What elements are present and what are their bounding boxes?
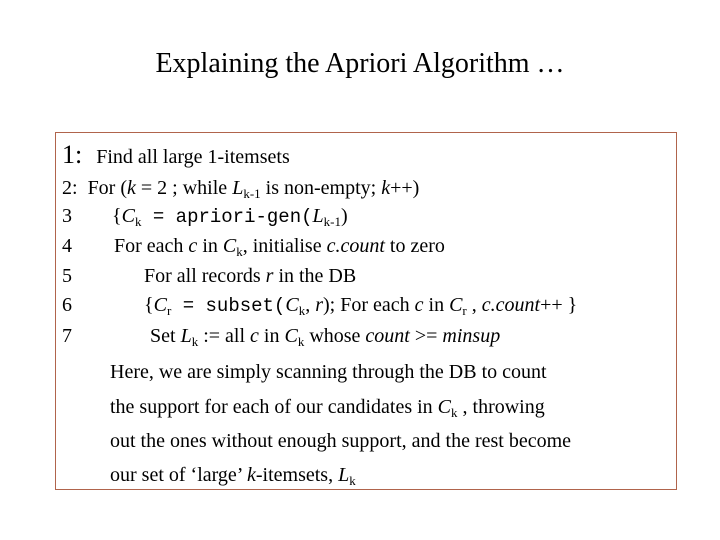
step-number: 5 xyxy=(62,265,72,287)
explanation-line-1: Here, we are simply scanning through the DB to count xyxy=(110,361,547,383)
step-text: in xyxy=(423,294,450,316)
var-count: c.count xyxy=(326,235,385,257)
subscript: k xyxy=(298,303,306,318)
step-number: 4 xyxy=(62,235,72,257)
var-L: L xyxy=(180,325,192,347)
var-C: C xyxy=(153,294,167,316)
brace: { xyxy=(144,294,154,316)
var-C: C xyxy=(284,325,298,347)
var-count: count xyxy=(365,325,410,347)
var-L: L xyxy=(338,464,350,486)
var-C: C xyxy=(121,205,135,227)
brace: { xyxy=(112,205,122,227)
step-text: in xyxy=(258,325,285,347)
paren: ) xyxy=(340,205,348,227)
var-C: C xyxy=(222,235,237,257)
step-number: 2: xyxy=(62,177,78,199)
function-name: subset( xyxy=(205,295,286,317)
function-name: apriori-gen( xyxy=(175,206,313,228)
operator: = xyxy=(141,206,176,228)
step-1 xyxy=(62,140,290,169)
step-text: to zero xyxy=(384,235,445,257)
subscript: r xyxy=(166,303,172,318)
step-text: For ( xyxy=(87,177,128,199)
explanation-text: our set of ‘large’ xyxy=(110,464,247,486)
var-c: c xyxy=(188,235,198,257)
step-5 xyxy=(62,264,356,288)
step-text: := all xyxy=(198,325,251,347)
var-r: r xyxy=(315,294,323,316)
step-text: Find all large 1-itemsets xyxy=(96,146,290,168)
var-c: c xyxy=(414,294,424,316)
step-text: is non-empty; xyxy=(260,177,382,199)
var-c: c xyxy=(250,325,259,347)
step-number: 7 xyxy=(62,325,72,347)
step-text: = 2 ; while xyxy=(135,177,233,199)
subscript: k xyxy=(451,405,458,420)
var-k: k xyxy=(381,177,391,199)
slide-title: Explaining the Apriori Algorithm … xyxy=(155,48,565,79)
subscript: k-1 xyxy=(323,214,341,229)
var-C: C xyxy=(437,396,452,418)
step-text: >= xyxy=(409,325,443,347)
var-r: r xyxy=(265,265,274,287)
step-text: For all records xyxy=(144,265,266,287)
step-text: Set xyxy=(150,325,181,347)
subscript: k xyxy=(134,214,142,229)
step-text: whose xyxy=(304,325,366,347)
subscript: k xyxy=(297,334,305,349)
step-text: , xyxy=(466,294,482,316)
explanation-line-4 xyxy=(110,463,356,487)
var-k: k xyxy=(246,464,256,486)
subscript: k-1 xyxy=(243,186,261,201)
subscript: k xyxy=(191,334,199,349)
step-text: , initialise xyxy=(242,235,327,257)
explanation-line-2 xyxy=(110,395,545,419)
step-number: 1: xyxy=(62,140,83,169)
var-minsup: minsup xyxy=(442,325,501,347)
step-number: 3 xyxy=(62,205,72,227)
step-7 xyxy=(62,324,500,348)
explanation-text: , throwing xyxy=(457,396,545,418)
step-text: ++) xyxy=(390,177,420,199)
var-C: C xyxy=(285,294,299,316)
var-count: c.count xyxy=(481,294,541,316)
step-text: , xyxy=(305,294,316,316)
explanation-text: the support for each of our candidates in xyxy=(110,396,438,418)
step-text: ); For each xyxy=(322,294,415,316)
var-L: L xyxy=(312,205,324,227)
step-6 xyxy=(62,293,577,318)
operator: = xyxy=(171,295,206,317)
step-text: ++ } xyxy=(540,294,578,316)
var-C: C xyxy=(449,294,463,316)
step-2 xyxy=(62,176,419,200)
var-L: L xyxy=(232,177,244,199)
subscript: r xyxy=(462,303,467,318)
subscript: k xyxy=(349,473,356,488)
step-number: 6 xyxy=(62,294,72,316)
explanation-text: -itemsets, xyxy=(255,464,339,486)
explanation-line-3: out the ones without enough support, and the rest become xyxy=(110,430,572,452)
step-3 xyxy=(62,204,348,229)
step-text: in xyxy=(197,235,223,257)
var-k: k xyxy=(127,177,136,199)
step-text: For each xyxy=(114,235,189,257)
subscript: k xyxy=(236,244,243,259)
step-4 xyxy=(62,234,445,258)
step-text: in the DB xyxy=(273,265,357,287)
